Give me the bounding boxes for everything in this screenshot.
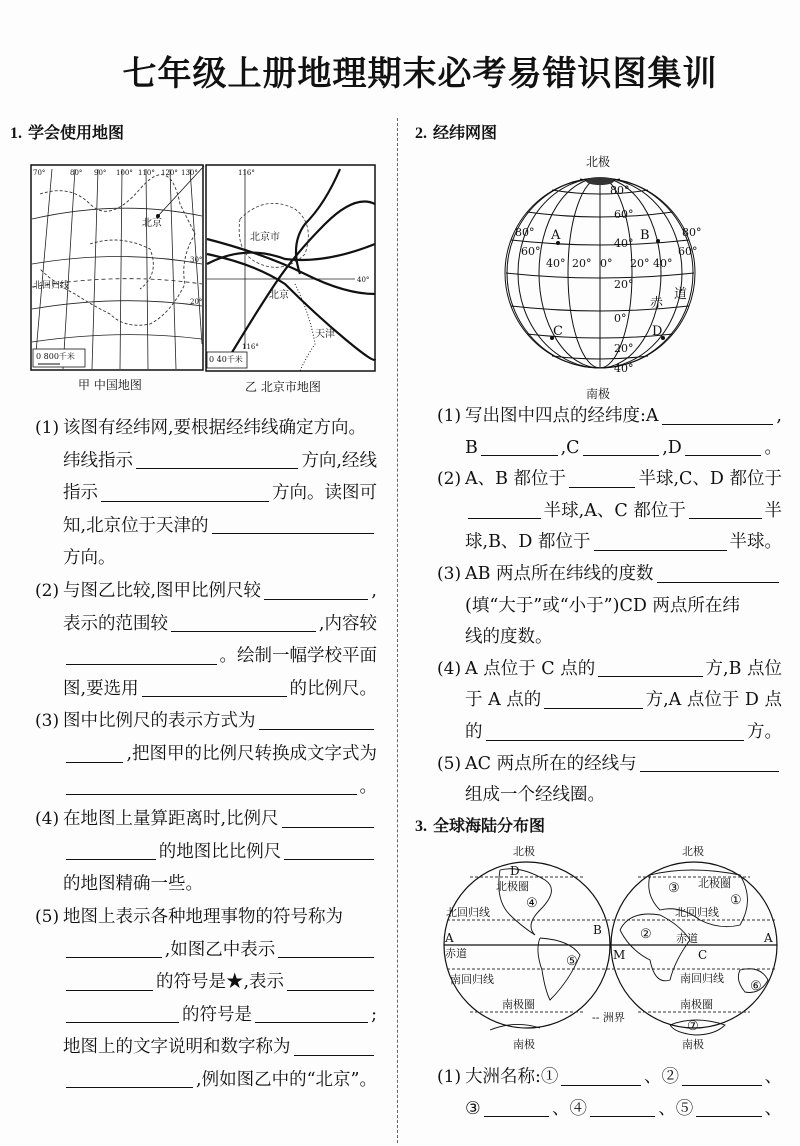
- continent-5: ⑤: [566, 954, 578, 969]
- question-number: (2): [35, 580, 60, 601]
- question-line: [63, 901, 377, 934]
- question-text: B: [465, 437, 478, 458]
- answer-blank[interactable]: [657, 582, 779, 583]
- question-text: ,: [776, 406, 782, 426]
- globe-diagram: [490, 150, 710, 402]
- question-line: [465, 559, 782, 591]
- answer-blank[interactable]: [640, 771, 779, 772]
- question-text: 。: [359, 776, 377, 797]
- north-pole-label: 北极: [682, 845, 704, 858]
- lon-label: 40°: [653, 257, 673, 270]
- answer-blank[interactable]: [287, 990, 374, 991]
- section-number: 3.: [415, 818, 427, 835]
- section-2-questions: [437, 401, 782, 812]
- section-3-questions: [437, 1062, 782, 1125]
- answer-blank[interactable]: [66, 1022, 179, 1023]
- question-line: [465, 685, 782, 717]
- lon-label: 60°: [678, 245, 698, 258]
- section-title: 经纬网图: [433, 123, 498, 142]
- lon-label: 80°: [70, 169, 83, 177]
- lat-label: 20°: [614, 278, 634, 291]
- question-number: (1): [437, 406, 462, 426]
- question-number: (3): [437, 563, 462, 584]
- point-b: B: [593, 923, 602, 937]
- answer-blank[interactable]: [294, 1055, 375, 1056]
- lat-label: 30°: [190, 256, 203, 264]
- question-text: 图中比例尺的表示方式为: [63, 711, 256, 732]
- answer-blank[interactable]: [66, 859, 156, 860]
- lon-label: 60°: [521, 245, 541, 258]
- question-text: 方向。: [63, 548, 116, 569]
- answer-blank[interactable]: [689, 518, 762, 519]
- question-text: 组成一个经线圈。: [465, 785, 605, 806]
- question-text: ,: [371, 580, 377, 601]
- question-1-5: [35, 901, 377, 1097]
- tropic-north-label: 北回归线: [675, 906, 719, 919]
- question-text: 方,B 点位: [705, 658, 782, 679]
- lon-label: 130°: [181, 169, 198, 177]
- north-pole-label: 北极: [513, 845, 535, 858]
- question-text: 指示: [63, 483, 98, 504]
- china-map: [30, 164, 205, 372]
- page-title: 七年级上册地理期末必考易错识图集训: [122, 54, 718, 94]
- lat-label: 60°: [614, 208, 634, 221]
- question-number: (1): [437, 1067, 462, 1087]
- question-line: [63, 738, 377, 771]
- tropic-label: 北回归线: [33, 281, 70, 291]
- question-number: (4): [437, 658, 462, 679]
- tianjin-label: 天津: [315, 329, 335, 340]
- question-text: 该图有经纬网,要根据经纬线确定方向。: [63, 418, 367, 438]
- question-line: [63, 1064, 377, 1097]
- lon-label: 120°: [161, 169, 178, 177]
- lat-label: 40°: [357, 276, 370, 284]
- question-number: (5): [437, 753, 462, 774]
- section-1-heading: [10, 120, 124, 143]
- question-text: 、②: [643, 1067, 679, 1087]
- point-a: A: [764, 931, 773, 945]
- answer-blank[interactable]: [544, 708, 642, 709]
- lon-label: 116°: [238, 169, 255, 177]
- equator-char: 道: [674, 287, 688, 302]
- question-text: 的地图精确一些。: [63, 874, 203, 895]
- question-text: 知,北京位于天津的: [63, 515, 209, 536]
- question-line: [63, 542, 377, 575]
- lon-label: 0°: [600, 257, 613, 270]
- question-line: [63, 477, 377, 510]
- question-text: 于 A 点的: [465, 690, 542, 711]
- answer-blank[interactable]: [590, 1116, 655, 1117]
- question-1-1: [35, 412, 377, 575]
- question-line: [465, 622, 782, 654]
- question-number: (1): [35, 418, 60, 438]
- question-text: ③: [465, 1098, 481, 1119]
- lon-label: 100°: [116, 169, 133, 177]
- map-a-caption: 甲 中国地图: [78, 378, 142, 392]
- question-text: ,D: [662, 437, 682, 458]
- question-text: 、: [764, 1067, 782, 1087]
- continent-boundary-legend: -- 洲界: [592, 1011, 625, 1024]
- question-text: AC 两点所在的经线与: [465, 753, 637, 774]
- answer-blank[interactable]: [212, 533, 374, 534]
- question-2-5: [437, 749, 782, 812]
- question-text: ,如图乙中表示: [164, 939, 276, 960]
- question-text: AB 两点所在纬线的度数: [465, 563, 654, 584]
- answer-blank[interactable]: [136, 468, 298, 469]
- lon-label: 80°: [515, 226, 535, 239]
- lon-label: 40°: [546, 257, 566, 270]
- equator-char: 赤: [650, 296, 664, 311]
- question-text: 球,B、D 都位于: [465, 532, 591, 553]
- question-3-1: [437, 1062, 782, 1125]
- beijing-map: [205, 164, 377, 374]
- question-line: [63, 705, 377, 738]
- question-text: 半球,A、C 都位于: [543, 500, 686, 521]
- question-line: [63, 608, 377, 641]
- question-text: A 点位于 C 点的: [465, 658, 596, 679]
- question-line: [63, 934, 377, 967]
- question-2-2: [437, 464, 782, 559]
- south-pole-label: 南极: [682, 1038, 704, 1051]
- question-text: 方向,经线: [301, 450, 377, 471]
- point-a: A: [551, 228, 561, 243]
- answer-blank[interactable]: [66, 762, 123, 763]
- question-number: (3): [35, 711, 60, 732]
- question-text: (填“大于”或“小于”)CD 两点所在纬: [465, 595, 740, 616]
- tropic-south-label: 南回归线: [450, 973, 494, 986]
- answer-blank[interactable]: [569, 487, 635, 488]
- question-line: [465, 496, 782, 528]
- question-text: ,C: [560, 437, 580, 458]
- question-text: 在地图上量算距离时,比例尺: [63, 809, 279, 830]
- question-text: 与图乙比较,图甲比例尺较: [63, 580, 262, 601]
- continent-2: ②: [640, 927, 652, 942]
- answer-blank[interactable]: [598, 676, 702, 677]
- answer-blank[interactable]: [66, 794, 357, 795]
- answer-blank[interactable]: [255, 1022, 368, 1023]
- question-text: 半: [764, 500, 782, 521]
- lon-label: 20°: [572, 257, 592, 270]
- question-text: 的地图比比例尺: [158, 841, 282, 862]
- question-line: [465, 527, 782, 559]
- section-number: 2.: [415, 125, 427, 142]
- answer-blank[interactable]: [583, 455, 660, 456]
- question-line: [63, 1031, 377, 1064]
- lon-label: 116°: [242, 343, 259, 351]
- tropic-north-label: 北回归线: [446, 906, 490, 919]
- question-text: ,把图甲的比例尺转换成文字式为: [126, 743, 377, 764]
- answer-blank[interactable]: [682, 1085, 762, 1086]
- south-pole-label: 南极: [586, 387, 611, 401]
- question-text: 图,要选用: [63, 678, 139, 699]
- point-d: D: [510, 864, 520, 878]
- lat-label: 20°: [190, 298, 203, 306]
- question-1-2: [35, 575, 377, 705]
- continent-1: ①: [730, 893, 742, 908]
- continent-3: ③: [668, 881, 680, 896]
- section-number: 1.: [10, 125, 22, 142]
- point-m: M: [613, 948, 626, 962]
- question-text: 表示的范围较: [63, 613, 168, 634]
- section-title: 学会使用地图: [28, 123, 125, 142]
- question-line: [63, 803, 377, 836]
- question-2-4: [437, 654, 782, 749]
- question-text: 半球。: [729, 532, 782, 553]
- column-divider: [397, 118, 398, 1143]
- lat-label: 40°: [614, 362, 634, 375]
- question-number: (5): [35, 906, 60, 927]
- question-line: [63, 966, 377, 999]
- question-line: [465, 591, 782, 623]
- scale-label: 0 800千米: [36, 352, 75, 361]
- world-land-sea-map: [430, 830, 800, 1062]
- section-title: 全球海陆分布图: [433, 816, 546, 835]
- point-c: C: [698, 948, 708, 962]
- question-line: [63, 868, 377, 901]
- answer-blank[interactable]: [696, 1116, 761, 1117]
- question-text: 。: [764, 437, 782, 458]
- question-text: ,内容较: [318, 613, 377, 634]
- lon-label: 110°: [138, 169, 155, 177]
- answer-blank[interactable]: [66, 664, 217, 665]
- question-line: [465, 749, 782, 781]
- question-line: [63, 575, 377, 608]
- question-line: [465, 780, 782, 812]
- answer-blank[interactable]: [66, 1087, 193, 1088]
- section-1-questions: [35, 412, 377, 1096]
- answer-blank[interactable]: [259, 729, 375, 730]
- question-1-4: [35, 803, 377, 901]
- question-line: [63, 836, 377, 869]
- question-text: 半球,C、D 都位于: [638, 469, 782, 490]
- question-2-3: [437, 559, 782, 654]
- question-line: [63, 771, 377, 804]
- lat-label: 20°: [614, 342, 634, 355]
- lon-label: 80°: [682, 226, 702, 239]
- question-text: 的比例尺。: [289, 678, 377, 699]
- question-line: [465, 1094, 782, 1126]
- lon-label: 70°: [33, 169, 46, 177]
- answer-blank[interactable]: [282, 827, 374, 828]
- question-text: ,例如图乙中的“北京”。: [196, 1069, 377, 1090]
- lat-label: 80°: [610, 184, 630, 197]
- question-text: 大洲名称:①: [465, 1067, 559, 1087]
- question-line: [465, 433, 782, 465]
- point-c: C: [553, 324, 563, 339]
- question-line: [63, 445, 377, 478]
- answer-blank[interactable]: [264, 599, 368, 600]
- lat-label: 0°: [614, 312, 627, 325]
- answer-blank[interactable]: [284, 859, 374, 860]
- question-text: ;: [371, 1004, 377, 1025]
- question-line: [63, 999, 377, 1032]
- answer-blank[interactable]: [171, 631, 316, 632]
- question-text: 、④: [551, 1098, 587, 1119]
- point-d: D: [652, 324, 663, 339]
- question-number: (4): [35, 809, 60, 830]
- answer-blank[interactable]: [66, 990, 153, 991]
- antarctic-circle-label: 南极圈: [502, 998, 535, 1011]
- question-text: 。绘制一幅学校平面: [219, 646, 377, 667]
- antarctic-circle-label: 南极圈: [680, 998, 713, 1011]
- equator-label: 赤道: [676, 932, 698, 945]
- question-text: 线的度数。: [465, 627, 553, 648]
- question-line: [465, 654, 782, 686]
- answer-blank[interactable]: [278, 957, 374, 958]
- question-line: [465, 464, 782, 496]
- question-text: 方向。读图可: [272, 483, 377, 504]
- question-text: 地图上表示各种地理事物的符号称为: [63, 906, 343, 927]
- question-number: (2): [437, 469, 462, 490]
- lon-label: 20°: [630, 257, 650, 270]
- answer-blank[interactable]: [142, 696, 287, 697]
- answer-blank[interactable]: [662, 424, 774, 425]
- map-b-caption: 乙 北京市地图: [245, 380, 321, 394]
- question-line: [63, 673, 377, 706]
- answer-blank[interactable]: [484, 1116, 549, 1117]
- point-a: A: [445, 931, 454, 945]
- answer-blank[interactable]: [486, 740, 745, 741]
- north-pole-label: 北极: [586, 155, 611, 169]
- equator-label: 赤道: [445, 947, 467, 960]
- continent-6: ⑥: [750, 979, 762, 994]
- answer-blank[interactable]: [561, 1085, 641, 1086]
- scale-label: 0 40千米: [209, 355, 243, 364]
- question-text: A、B 都位于: [465, 469, 567, 490]
- answer-blank[interactable]: [481, 455, 558, 456]
- question-text: 的符号是: [182, 1004, 253, 1025]
- question-1-3: [35, 705, 377, 803]
- question-text: 地图上的文字说明和数字称为: [63, 1037, 291, 1058]
- question-2-1: [437, 401, 782, 464]
- question-line: [63, 412, 377, 445]
- arctic-circle-label: 北极圈: [496, 880, 529, 893]
- continent-4: ④: [526, 896, 538, 911]
- question-text: 纬线指示: [63, 450, 133, 471]
- answer-blank[interactable]: [468, 518, 541, 519]
- question-text: 的: [465, 721, 483, 742]
- answer-blank[interactable]: [594, 550, 727, 551]
- beijing-label: 北京: [269, 290, 289, 301]
- beijing-city-label: 北京市: [250, 232, 280, 243]
- question-text: 、: [764, 1098, 782, 1119]
- answer-blank[interactable]: [685, 455, 762, 456]
- question-line: [63, 640, 377, 673]
- question-text: 、⑤: [658, 1098, 694, 1119]
- lat-label: 40°: [614, 237, 634, 250]
- point-b: B: [640, 228, 650, 243]
- arctic-circle-label: 北极圈: [698, 877, 731, 890]
- question-text: 方,A 点位于 D 点: [645, 690, 782, 711]
- beijing-label: 北京: [142, 218, 162, 229]
- question-text: 方。: [747, 721, 782, 742]
- question-line: [465, 717, 782, 749]
- answer-blank[interactable]: [66, 957, 162, 958]
- question-line: [465, 401, 782, 433]
- question-text: 的符号是★,表示: [155, 972, 285, 993]
- question-text: 写出图中四点的经纬度:A: [465, 406, 659, 426]
- lon-label: 90°: [94, 169, 107, 177]
- section-2-heading: [415, 120, 497, 143]
- south-pole-label: 南极: [513, 1038, 535, 1051]
- continent-7: ⑦: [687, 1019, 699, 1034]
- question-line: [63, 510, 377, 543]
- answer-blank[interactable]: [101, 501, 269, 502]
- question-line: [465, 1062, 782, 1094]
- tropic-south-label: 南回归线: [680, 972, 724, 985]
